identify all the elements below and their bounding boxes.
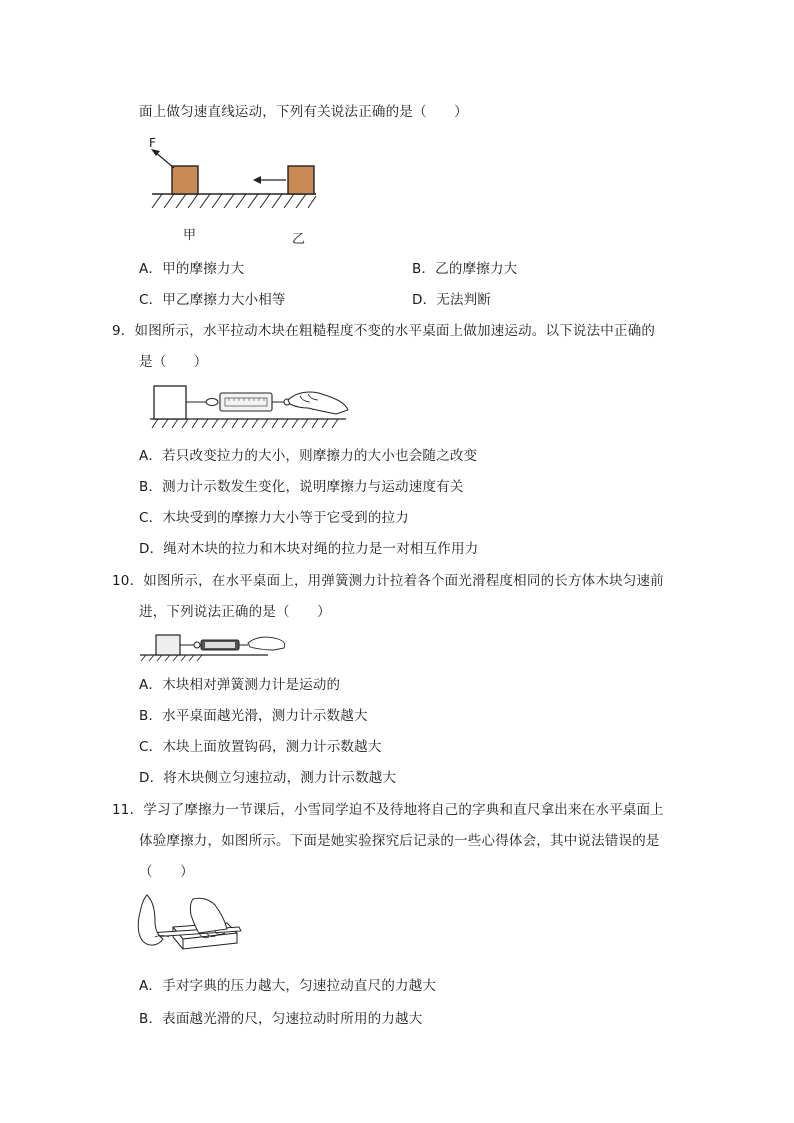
q10-option-a[interactable]: A．木块相对弹簧测力计是运动的: [139, 677, 341, 693]
q10-option-d[interactable]: D．将木块侧立匀速拉动，测力计示数越大: [139, 770, 397, 786]
q10-option-c[interactable]: C．木块上面放置钩码，测力计示数越大: [139, 739, 382, 755]
q9-stem-line2: 是（ ）: [139, 354, 208, 370]
q11-stem-line3: （ ）: [139, 864, 194, 880]
hand: [288, 392, 348, 414]
q9-figure: [150, 380, 355, 432]
hand-pulling: [138, 895, 163, 945]
q8-option-c[interactable]: C．甲乙摩擦力大小相等: [139, 292, 286, 308]
q10-stem-line1: 10．如图所示，在水平桌面上，用弹簧测力计拉着各个面光滑程度相同的长方体木块匀速前: [112, 573, 664, 589]
q9-option-a[interactable]: A．若只改变拉力的大小，则摩擦力的大小也会随之改变: [139, 448, 478, 464]
q9-option-c[interactable]: C．木块受到的摩擦力大小等于它受到的拉力: [139, 510, 409, 526]
block-yi: [288, 166, 314, 194]
force-label-f: F: [149, 136, 156, 150]
hand-pressing: [190, 898, 227, 933]
q8-option-a[interactable]: A．甲的摩擦力大: [139, 261, 245, 277]
q11-figure: [135, 893, 245, 959]
hand: [248, 637, 285, 650]
label-jia: 甲: [183, 228, 197, 243]
q8-option-b[interactable]: B．乙的摩擦力大: [412, 261, 518, 277]
q8-figure: [140, 136, 330, 216]
q9-stem-line1: 9．如图所示，水平拉动木块在粗糙程度不变的水平桌面上做加速运动。以下说法中正确的: [112, 323, 656, 339]
q11-option-b[interactable]: B．表面越光滑的尺，匀速拉动时所用的力越大: [139, 1011, 423, 1027]
q10-stem-line2: 进，下列说法正确的是（ ）: [139, 604, 331, 620]
q9-option-b[interactable]: B．测力计示数发生变化，说明摩擦力与运动速度有关: [139, 479, 464, 495]
wood-block: [156, 635, 180, 655]
q9-option-d[interactable]: D．绳对木块的拉力和木块对绳的拉力是一对相互作用力: [139, 541, 479, 557]
q10-figure: [138, 630, 288, 664]
q8-stem-tail: 面上做匀速直线运动，下列有关说法正确的是（ ）: [139, 104, 468, 120]
q10-option-b[interactable]: B．水平桌面越光滑，测力计示数越大: [139, 708, 368, 724]
block-jia: [172, 166, 198, 194]
spring-scale: [220, 393, 272, 411]
q8-option-d[interactable]: D．无法判断: [412, 292, 492, 308]
q11-option-a[interactable]: A．手对字典的压力越大，匀速拉动直尺的力越大: [139, 978, 437, 994]
q11-stem-line1: 11．学习了摩擦力一节课后，小雪同学迫不及待地将自己的字典和直尺拿出来在水平桌面上: [112, 802, 664, 818]
label-yi: 乙: [292, 232, 306, 247]
q11-stem-line2: 体验摩擦力，如图所示。下面是她实验探究后记录的一些心得体会，其中说法错误的是: [139, 833, 660, 849]
wood-block: [154, 386, 186, 419]
